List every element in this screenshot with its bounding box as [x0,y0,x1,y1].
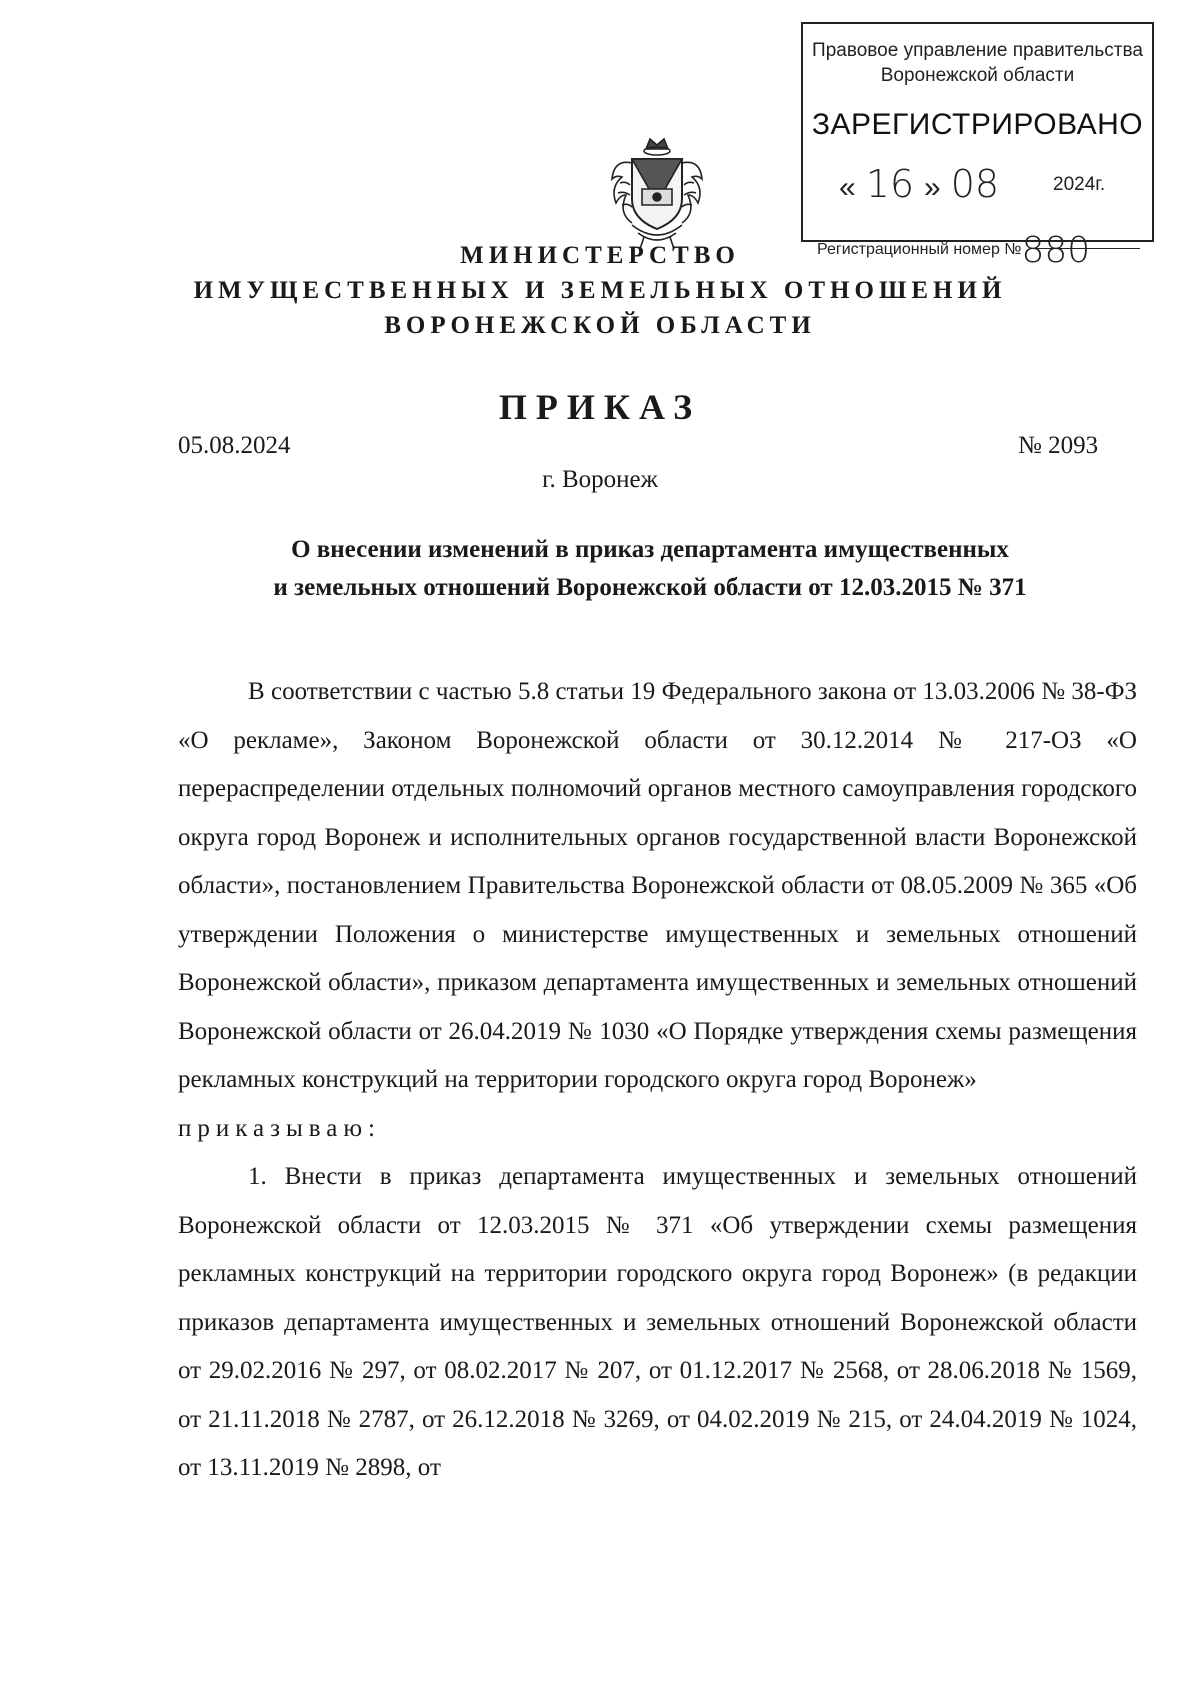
item-1-paragraph: 1. Внести в приказ департамента имущественных и земельных отношений Воронежской области от 12.03.2015 № 371 «Об утверждении схемы размещения рекламных конструкций на территории городского округа город Воронеж» (в редакции приказов департамента имущественных и земельных отношений Воронежской области от 29.02.2016 № 297, от 08.02.2017 № 207, от 01.12.2017 № 2568, от 28.06.2018 № 1569, от 21.11.2018 № 2787, от 26.12.2018 № 3269, от 04.02.2019 № 215, от 24.04.2019 № 1024, от 13.11.2019 № 2898, от [178,1163,1137,1481]
stamp-date: « 16 » 08 [839,162,1000,206]
preamble-paragraph: В соответствии с частью 5.8 статьи 19 Федерального закона от 13.03.2006 № 38-ФЗ «О рекламе», Законом Воронежской области от 30.12.2014 № 217-ОЗ «О перераспределении отдельных полномочий органов местного самоуправления городского округа город Воронеж и исполнительных органов государственной власти Воронежской области», постановлением Правительства Воронежской области от 08.05.2009 № 365 «Об утверждении Положения о министерстве имущественных и земельных отношений Воронежской области», приказом департамента имущественных и земельных отношений Воронежской области от 26.04.2019 № 1030 «О Порядке утверждения схемы размещения рекламных конструкций на территории городского округа город Воронеж» [178,678,1137,1093]
stamp-day: 16 [865,162,915,206]
subject-line2: и земельных отношений Воронежской области от 12.03.2015 № 371 [273,574,1027,601]
ministry-name-line2: ИМУЩЕСТВЕННЫХ И ЗЕМЕЛЬНЫХ ОТНОШЕНИЙ [193,277,1007,304]
registration-stamp [801,22,1154,271]
stamp-year: 2024г. [1053,174,1106,195]
stamp-org-line1: Правовое управление правительства [812,40,1143,61]
stamp-reg-number: 880 [1021,230,1091,271]
subject-line1: О внесении изменений в приказ департамента имущественных [291,536,1009,563]
ministry-name-line3: ВОРОНЕЖСКОЙ ОБЛАСТИ [384,312,816,339]
stamp-month: 08 [950,162,1000,206]
stamp-registered-label: ЗАРЕГИСТРИРОВАНО [811,108,1144,141]
voronezh-coat-of-arms-icon [602,133,712,251]
stamp-reg-number-label: Регистрационный номер № [817,241,1022,258]
ministry-name-line1: МИНИСТЕРСТВО [460,242,740,269]
document-city: г. Воронеж [542,466,658,493]
document-subject [180,531,1120,607]
order-word: приказываю: [178,1114,381,1142]
stamp-org-line2: Воронежской области [880,65,1075,86]
stamp-organization [803,38,1152,88]
document-number: № 2093 [1018,432,1099,459]
document-body [178,668,1137,1493]
document-date: 05.08.2024 [178,432,291,459]
document-title: ПРИКАЗ [498,387,702,427]
